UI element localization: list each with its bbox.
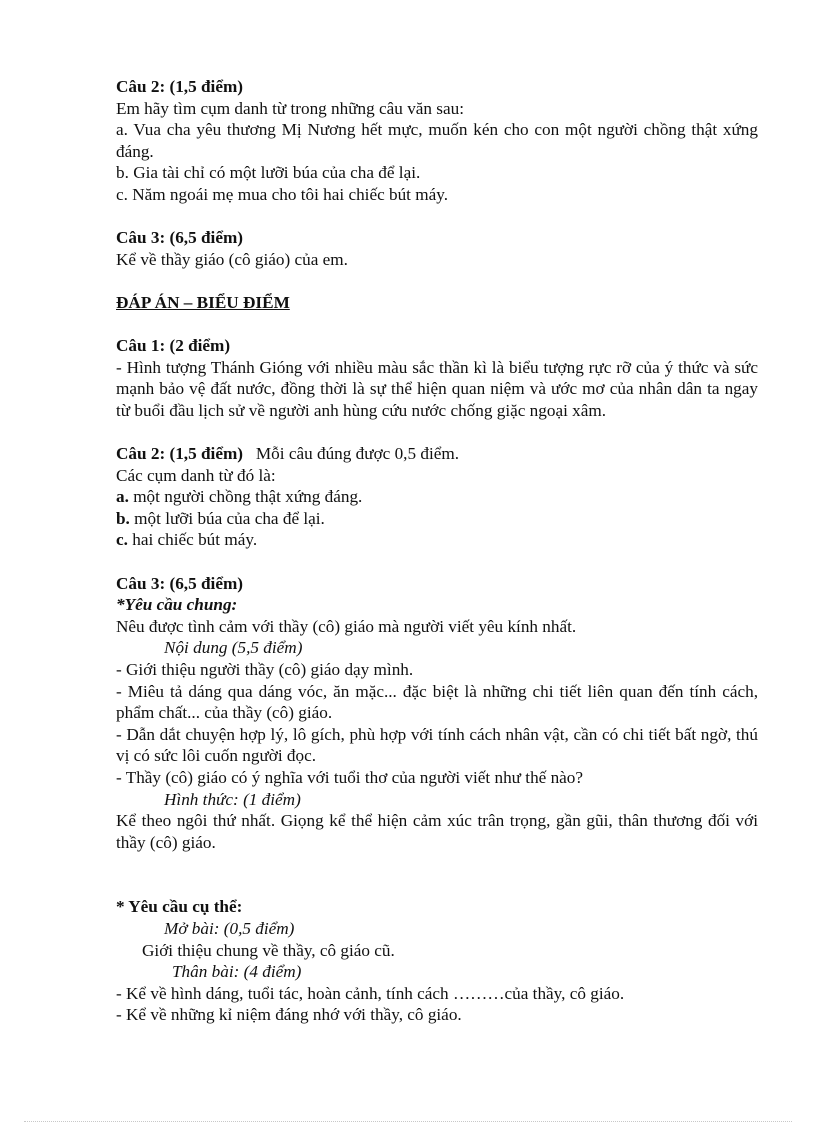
answer-2-note: Mỗi câu đúng được 0,5 điểm. <box>255 444 460 464</box>
content-item: - Miêu tả dáng qua dáng vóc, ăn mặc... đặc biệt là những chi tiết liên quan đến tính cách, phẩm chất... của thầy (cô) giáo. <box>116 681 758 723</box>
answer-1-heading: Câu 1: (2 điểm) <box>116 336 231 356</box>
answer-1-text: - Hình tượng Thánh Gióng với nhiều màu sắc thần kì là biểu tượng rực rỡ của ý thức và sức mạnh bảo vệ đất nước, đồng thời là sự thể hiện quan niệm và ước mơ của nhân dân ta ngay từ buổi đầu lịch sử về người anh hùng cứu nước chống giặc ngoại xâm. <box>116 357 758 420</box>
general-requirements-title: *Yêu cầu chung: <box>116 595 238 615</box>
answer-2-item-text: một người chồng thật xứng đáng. <box>133 487 363 507</box>
answer-2-item-label: c. <box>116 530 128 550</box>
answer-2-item-text: một lưỡi búa của cha để lại. <box>134 508 325 528</box>
answer-2-heading: Câu 2: (1,5 điểm) <box>116 444 243 464</box>
intro-label: Mở bài: (0,5 điểm) <box>164 918 295 938</box>
question-2-item-b: b. Gia tài chỉ có một lưỡi búa của cha để lại. <box>116 163 421 183</box>
answer-2-item-label: b. <box>116 508 130 528</box>
form-text: Kể theo ngôi thứ nhất. Giọng kể thể hiện cảm xúc trân trọng, gần gũi, thân thương đối với thầy (cô) giáo. <box>116 811 758 852</box>
question-3-heading: Câu 3: (6,5 điểm) <box>116 228 243 248</box>
intro-text: Giới thiệu chung về thầy, cô giáo cũ. <box>142 940 395 960</box>
question-2-prompt: Em hãy tìm cụm danh từ trong những câu văn sau: <box>116 98 464 118</box>
answer-2-item <box>116 486 758 508</box>
question-2-item-c: c. Năm ngoái mẹ mua cho tôi hai chiếc bút máy. <box>116 184 449 204</box>
page-bottom-rule <box>24 1121 792 1122</box>
answer-2-item <box>116 508 758 530</box>
answer-2-heading-line <box>116 443 758 465</box>
answer-2-item-text: hai chiếc bút máy. <box>132 530 258 550</box>
answer-2-item <box>116 529 758 551</box>
content-item: - Giới thiệu người thầy (cô) giáo dạy mình. <box>116 660 414 680</box>
body-label: Thân bài: (4 điểm) <box>172 962 302 982</box>
document-page <box>116 76 758 1026</box>
specific-requirements-title: * Yêu cầu cụ thể: <box>116 897 243 917</box>
answer-key-title: ĐÁP ÁN – BIỂU ĐIỂM <box>116 292 290 312</box>
content-item: - Dẫn dắt chuyện hợp lý, lô gích, phù hợp với tính cách nhân vật, cần có chi tiết bất ngờ, thú vị có sức lôi cuốn người đọc. <box>116 724 758 766</box>
content-item: - Thầy (cô) giáo có ý nghĩa với tuổi thơ của người viết như thế nào? <box>116 768 584 787</box>
question-3-prompt: Kể về thầy giáo (cô giáo) của em. <box>116 249 348 269</box>
body-item: - Kể về hình dáng, tuổi tác, hoàn cảnh, tính cách ………của thầy, cô giáo. <box>116 983 625 1003</box>
question-2-heading: Câu 2: (1,5 điểm) <box>116 77 243 96</box>
answer-2-intro: Các cụm danh từ đó là: <box>116 465 276 485</box>
answer-3-heading: Câu 3: (6,5 điểm) <box>116 573 243 593</box>
answer-2-item-label: a. <box>116 487 129 507</box>
question-2-item-a: a. Vua cha yêu thương Mị Nương hết mực, muốn kén cho con một người chồng thật xứng đáng. <box>116 120 758 161</box>
content-label: Nội dung (5,5 điểm) <box>164 638 303 658</box>
general-requirements-text: Nêu được tình cảm với thầy (cô) giáo mà người viết yêu kính nhất. <box>116 616 577 636</box>
body-item: - Kể về những kỉ niệm đáng nhớ với thầy, cô giáo. <box>116 1005 462 1025</box>
form-label: Hình thức: (1 điểm) <box>164 789 301 809</box>
